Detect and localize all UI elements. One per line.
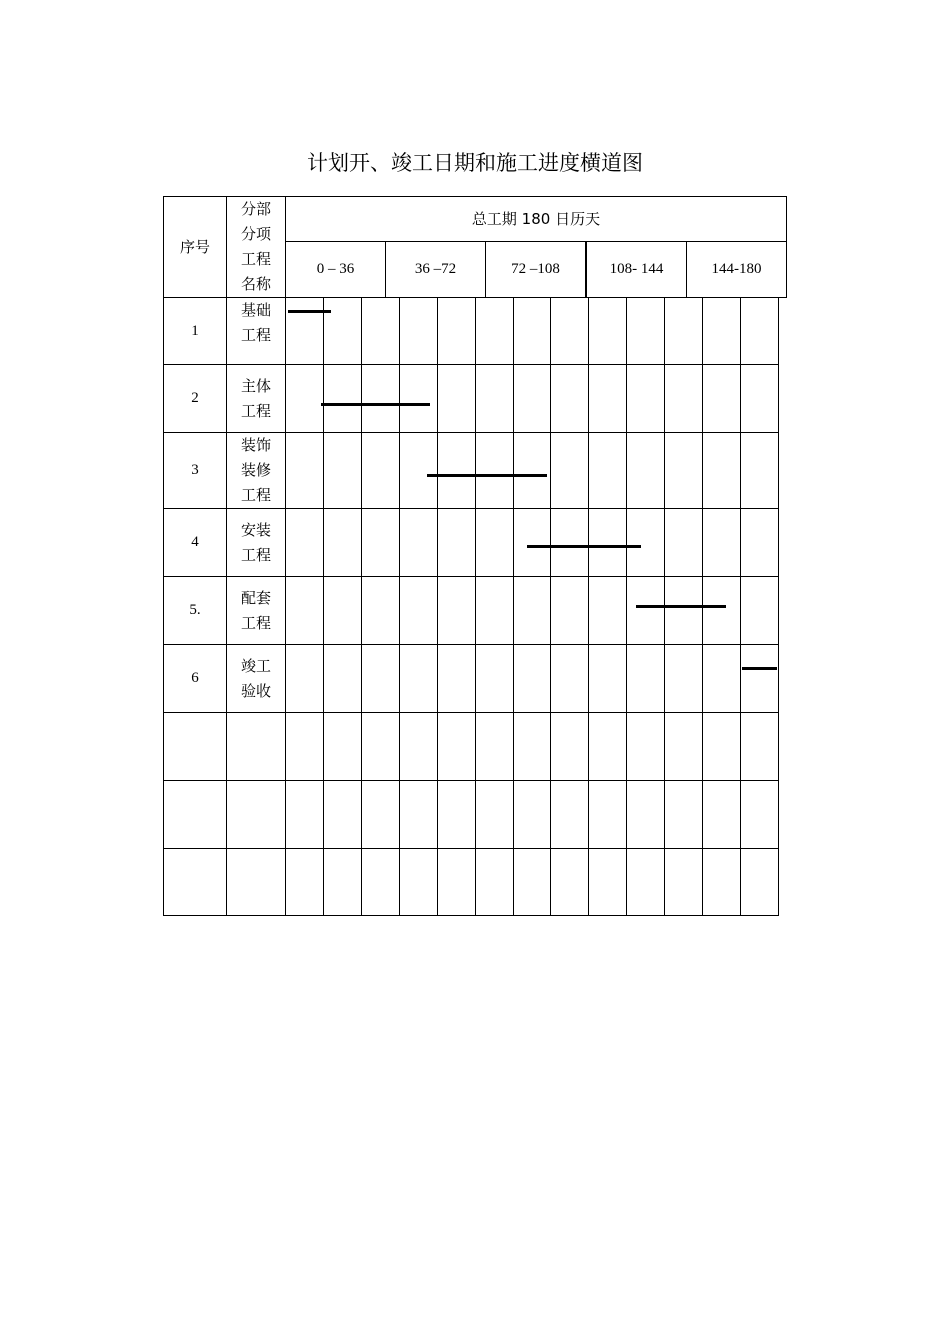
row-seq	[163, 848, 227, 916]
header-total-duration: 总工期 180 日历天	[285, 196, 787, 242]
row-task-name: 配套 工程	[226, 576, 286, 645]
row-task-name	[226, 848, 286, 916]
row-seq	[163, 712, 227, 781]
gantt-bar	[742, 667, 777, 670]
grid-row-line	[285, 576, 779, 577]
gantt-bar	[527, 545, 641, 548]
row-seq: 4	[163, 508, 227, 577]
row-seq: 5.	[163, 576, 227, 645]
grid-column-line	[588, 297, 589, 916]
grid-row-line	[285, 508, 779, 509]
grid-column-line	[437, 297, 438, 916]
grid-column-line	[475, 297, 476, 916]
row-seq: 2	[163, 364, 227, 433]
row-task-name: 基础 工程	[226, 297, 286, 365]
row-task-name	[226, 712, 286, 781]
grid-column-line	[778, 297, 779, 916]
grid-column-line	[740, 297, 741, 916]
grid-row-line	[285, 848, 779, 849]
gantt-bar	[321, 403, 430, 406]
header-period: 108- 144	[586, 241, 687, 298]
grid-row-line	[285, 712, 779, 713]
grid-row-line	[285, 915, 779, 916]
header-period: 144-180	[686, 241, 787, 298]
row-task-name: 装饰 装修 工程	[226, 432, 286, 509]
row-seq: 3	[163, 432, 227, 509]
header-period: 36 –72	[385, 241, 486, 298]
grid-column-line	[285, 297, 286, 916]
row-task-name: 主体 工程	[226, 364, 286, 433]
row-task-name: 安装 工程	[226, 508, 286, 577]
gantt-bar	[427, 474, 547, 477]
grid-row-line	[285, 364, 779, 365]
header-name: 分部 分项 工程 名称	[226, 196, 286, 298]
gantt-bar	[636, 605, 726, 608]
grid-column-line	[399, 297, 400, 916]
page-title: 计划开、竣工日期和施工进度横道图	[307, 151, 643, 175]
grid-column-line	[513, 297, 514, 916]
header-period: 72 –108	[485, 241, 586, 298]
grid-column-line	[323, 297, 324, 916]
grid-row-line	[285, 780, 779, 781]
row-seq: 6	[163, 644, 227, 713]
header-seq: 序号	[163, 196, 227, 298]
row-seq: 1	[163, 297, 227, 365]
grid-row-line	[285, 432, 779, 433]
row-task-name: 竣工 验收	[226, 644, 286, 713]
grid-row-line	[285, 297, 779, 298]
gantt-bar	[288, 310, 331, 313]
grid-column-line	[626, 297, 627, 916]
grid-row-line	[285, 644, 779, 645]
header-period: 0 – 36	[285, 241, 386, 298]
row-task-name	[226, 780, 286, 849]
row-seq	[163, 780, 227, 849]
grid-column-line	[550, 297, 551, 916]
grid-column-line	[361, 297, 362, 916]
